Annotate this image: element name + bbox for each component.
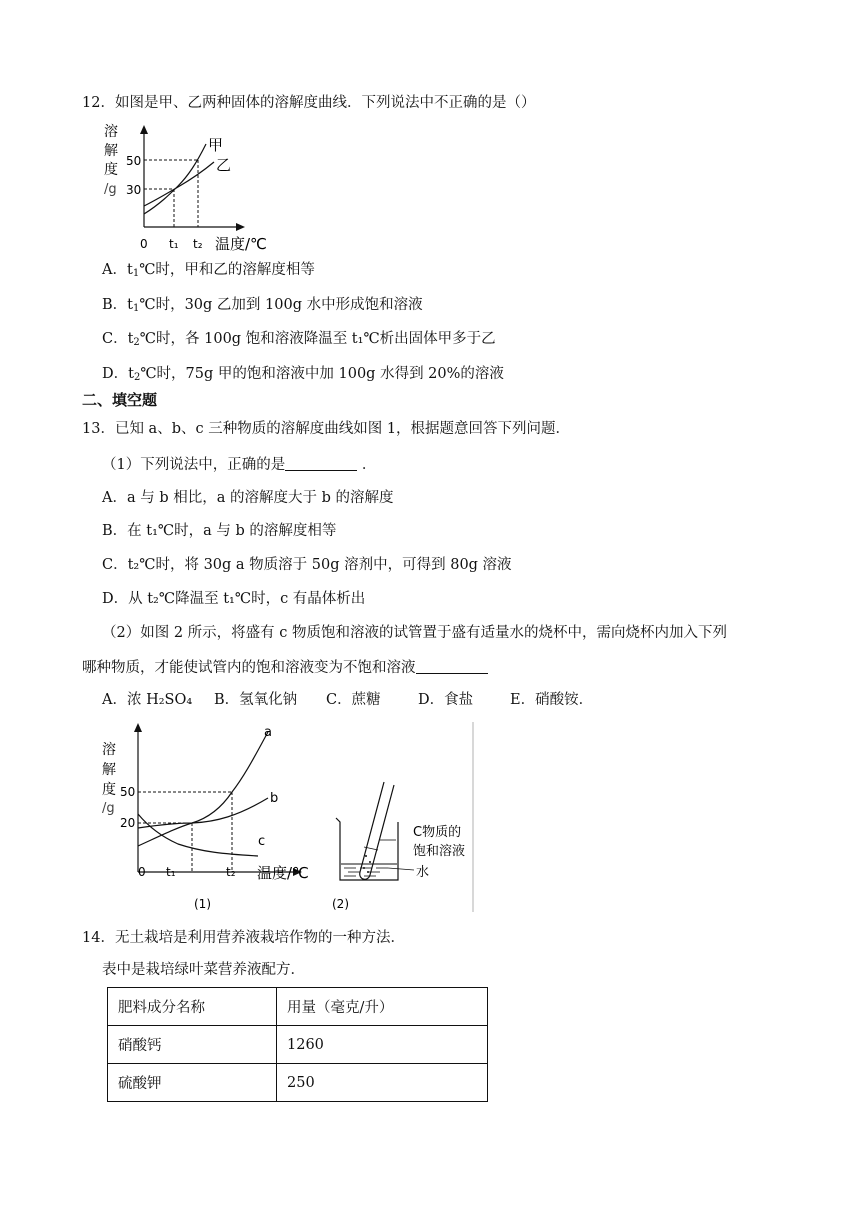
fig1-series-a: a [264,725,272,740]
q12-ylabel-2: 解 [104,143,118,159]
fig1-origin: 0 [138,865,146,879]
q13-part2-line2: 哪种物质，才能使试管内的饱和溶液变为不饱和溶液 [82,658,488,678]
fig1-ytick-20: 20 [120,816,136,830]
fig1-ytick-50: 50 [120,785,136,799]
q13-stem: 13．已知 a、b、c 三种物质的溶解度曲线如图 1，根据题意回答下列问题． [82,421,571,437]
table-header-cell: 肥料成分名称 [108,988,277,1026]
fig1-series-b: b [270,791,279,806]
fig1-curve-a [138,732,268,846]
table-cell: 1260 [277,1026,488,1064]
fig1-ylabel-2: 解 [102,762,116,778]
q12-stem: 12．如图是甲、乙两种固体的溶解度曲线．下列说法中不正确的是（） [82,95,536,111]
q13-option-b: B．在 t₁℃时，a 与 b 的溶解度相等 [102,523,337,539]
table-cell: 250 [277,1064,488,1102]
q13-option2-e: E．硝酸铵． [510,692,594,708]
q13-part1: （1）下列说法中，正确的是 ． [102,457,377,473]
q13-option2-b: B．氢氧化钠 [214,692,298,708]
q12-option-c: C．$t_2℃$时，各 100g 饱和溶液降温至 t₁℃析出固体甲多于乙 [102,331,496,348]
fig1-series-c: c [258,834,266,849]
fig2-label-line2: 饱和溶液 [413,844,466,859]
fig2-caption: (2) [332,897,349,911]
fig2-water-label: 水 [416,865,430,880]
table-header-row [108,988,488,1026]
table-row [108,1026,488,1064]
q12-ylabel-4: /g [104,182,117,197]
q13-option2-d: D．食盐 [418,692,474,708]
fig1-caption: (1) [194,897,211,911]
q13-option-c: C．t₂℃时，将 30g a 物质溶于 50g 溶剂中，可得到 80g 溶液 [102,557,512,573]
q12-xtick-t1: t₁ [169,237,179,251]
q13-option2-a: A．浓 H₂SO₄ [102,692,193,708]
q12-solubility-graph [98,122,278,257]
fig2-beaker [336,818,398,880]
nutrient-table [107,987,488,1102]
q13-part1-blank[interactable] [285,456,357,471]
q12-option-d: D．$t_2℃$时，75g 甲的饱和溶液中加 100g 水得到 20%的溶液 [102,366,504,383]
fig1-xtick-t1: t₁ [166,865,176,879]
q13-options2 [102,690,593,710]
q12-curve-yi [144,162,214,206]
fig1-ylabel-1: 溶 [102,742,116,758]
fig1-curve-b [138,798,268,828]
q14-stem: 14．无土栽培是利用营养液栽培作物的一种方法． [82,930,405,946]
fig1-xlabel: 温度/℃ [257,864,309,882]
q12-curve-jia [144,144,206,214]
q13-option-a: A．a 与 b 相比，a 的溶解度大于 b 的溶解度 [102,490,394,506]
q13-part2-blank[interactable] [416,659,488,674]
fig1-xtick-t2: t₂ [226,865,236,879]
q12-xlabel: 温度/℃ [215,235,267,253]
q13-figures [98,722,478,912]
q12-xtick-t2: t₂ [193,237,203,251]
fig1-ylabel-3: 度 [102,782,116,798]
q13-option-d: D．从 t₂℃降温至 t₁℃时，c 有晶体析出 [102,591,366,607]
q12-series-yi: 乙 [216,156,232,174]
table-header-cell: 用量（毫克/升） [277,988,488,1026]
q12-option-b: B．$t_1℃$时，30g 乙加到 100g 水中形成饱和溶液 [102,297,423,314]
q12-ytick-30: 30 [126,183,142,197]
q13-part2-line1: （2）如图 2 所示，将盛有 c 物质饱和溶液的试管置于盛有适量水的烧杯中，需向烧杯内加入下列 [102,625,728,641]
section-heading: 二、填空题 [82,391,158,409]
q12-ylabel-3: 度 [104,162,118,178]
q12-series-jia: 甲 [208,136,224,154]
table-cell: 硫酸钾 [108,1064,277,1102]
q14-intro: 表中是栽培绿叶菜营养液配方． [102,962,305,978]
q12-ylabel-1: 溶 [104,124,118,140]
table-row [108,1064,488,1102]
fig2-label-line1: C物质的 [413,825,462,840]
q12-origin: 0 [140,237,148,251]
fig2-test-tube [360,782,394,879]
q12-option-a: A．$t_1℃$时，甲和乙的溶解度相等 [102,262,315,279]
table-cell: 硝酸钙 [108,1026,277,1064]
fig1-ylabel-4: /g [102,801,115,816]
q13-option2-c: C．蔗糖 [326,692,381,708]
q12-ytick-50: 50 [126,154,142,168]
